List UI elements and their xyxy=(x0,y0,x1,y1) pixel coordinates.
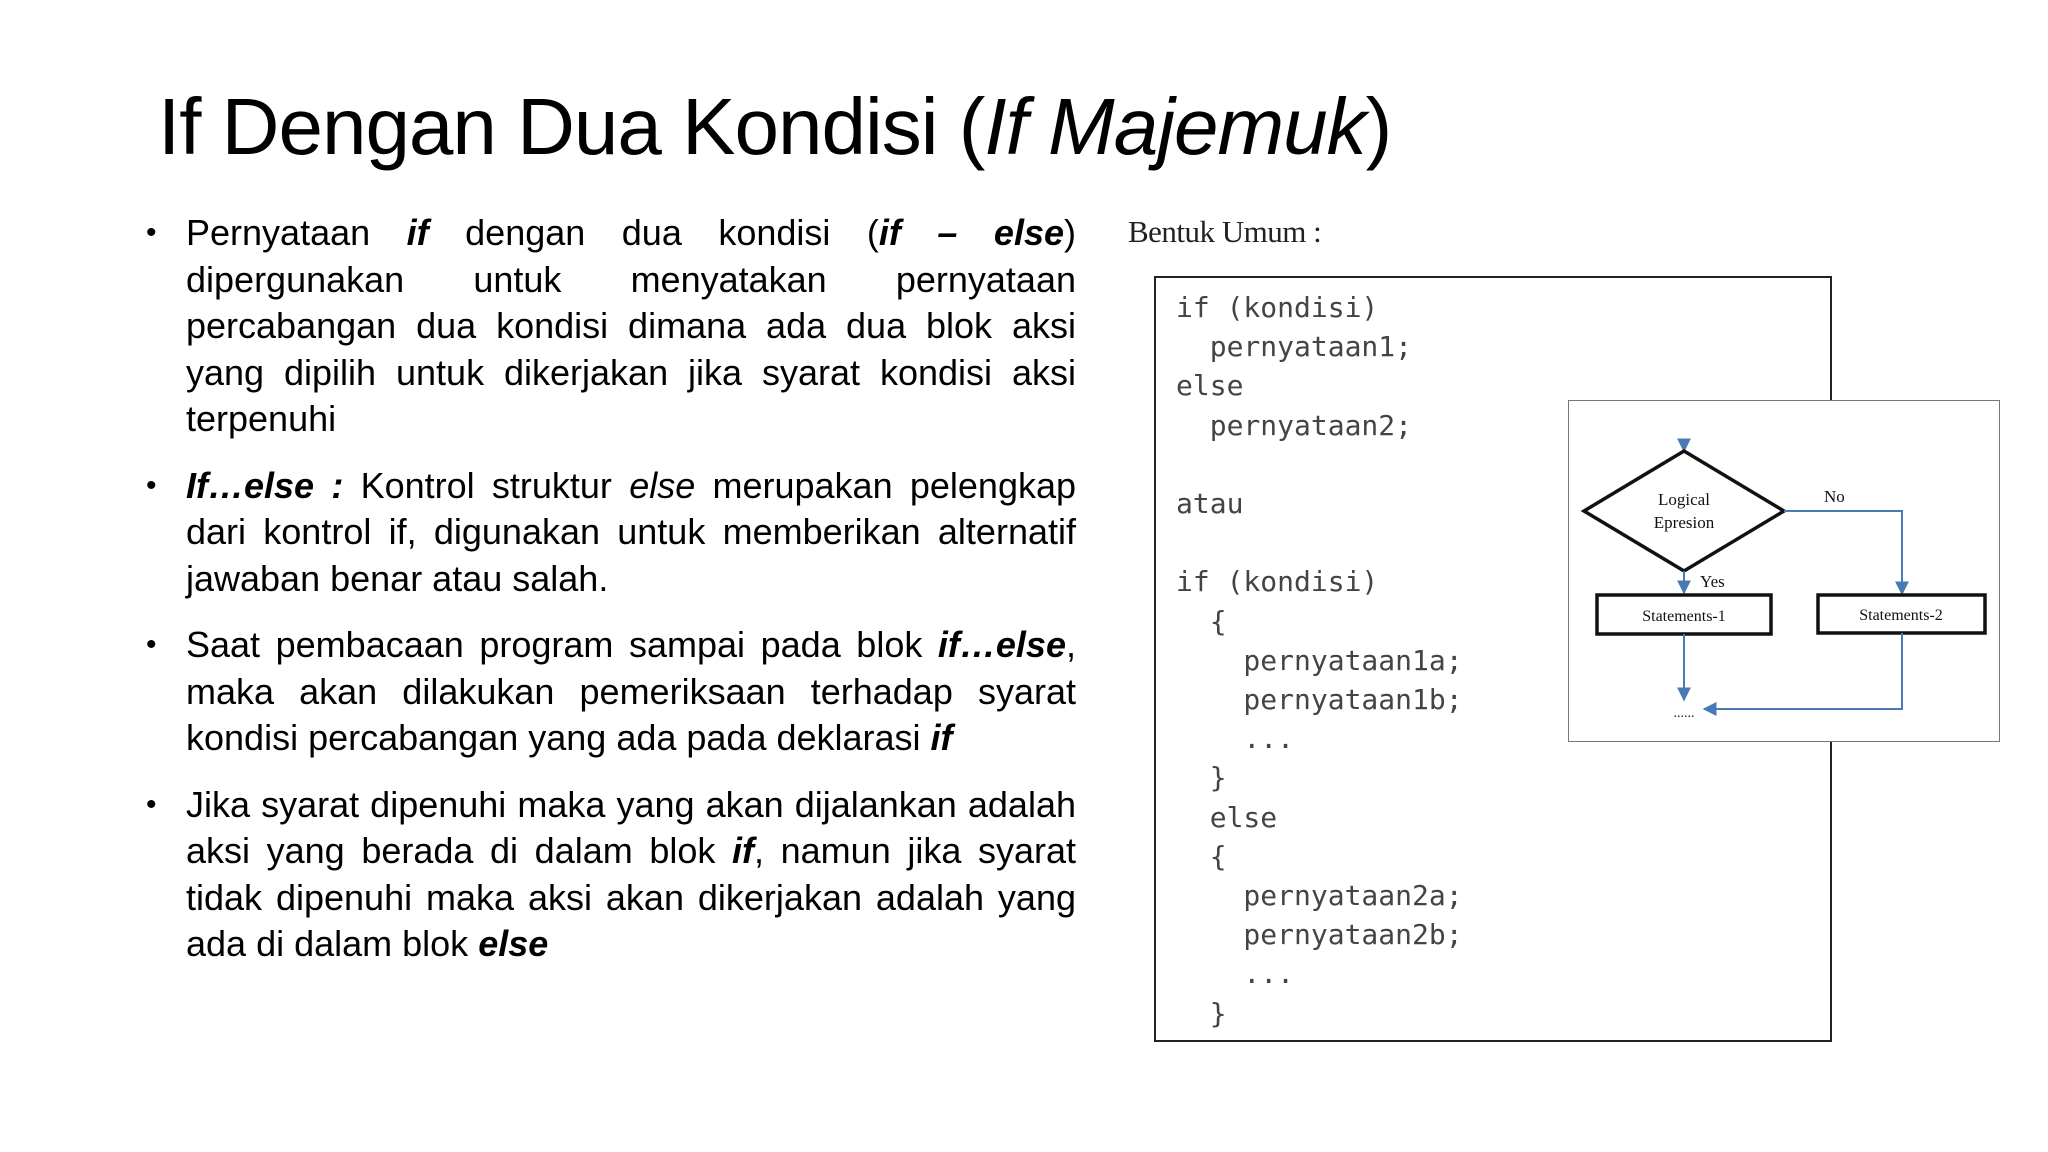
bullet-text: dengan dua kondisi ( xyxy=(428,212,879,253)
bullet-text: Jika syarat dipenuhi maka yang akan dijalankan adalah aksi yang berada di dalam blok xyxy=(186,783,1076,871)
end-label: ...... xyxy=(1673,706,1695,721)
code-line: else xyxy=(1176,369,1244,403)
statement1-label: Statements-1 xyxy=(1642,608,1726,625)
code-line xyxy=(1176,523,1463,562)
bullet-item xyxy=(146,463,1076,603)
bullet-text: if xyxy=(732,830,755,871)
yes-label: Yes xyxy=(1700,572,1725,591)
bullet-text: if xyxy=(930,717,953,758)
code-line: { xyxy=(1176,839,1227,873)
code-line: pernyataan1a; xyxy=(1176,643,1463,677)
code-line: if (kondisi) xyxy=(1176,565,1379,599)
slide-title xyxy=(158,72,1391,182)
flowchart-svg xyxy=(1569,401,2001,743)
bullet-text: if xyxy=(406,212,429,253)
decision-line2: Epresion xyxy=(1653,513,1715,532)
code-line: pernyataan2a; xyxy=(1176,879,1463,913)
bullet-text: Kontrol struktur xyxy=(343,464,630,506)
general-form-label: Bentuk Umum : xyxy=(1128,214,1322,249)
bullet-text: , namun jika syarat tidak dipenuhi maka aksi akan dikerjakan adalah yang ada di dalam blok xyxy=(186,830,1076,964)
bullet-dot: • xyxy=(146,787,157,821)
bullet-text: Pernyataan xyxy=(186,212,407,253)
statement2-label: Statements-2 xyxy=(1859,607,1943,624)
code-line: } xyxy=(1176,761,1227,795)
no-arrow xyxy=(1784,511,1902,594)
no-label: No xyxy=(1824,487,1845,506)
decision-line1: Logical xyxy=(1658,490,1710,509)
bullet-text: else xyxy=(478,923,549,964)
bullet-text: merupakan pelengkap dari kontrol if, digunakan untuk memberikan alternatif jawaban benar atau salah. xyxy=(186,464,1077,599)
flowchart xyxy=(1568,400,2000,742)
title-prefix: If Dengan Dua Kondisi ( xyxy=(158,82,985,171)
bullet-item xyxy=(146,210,1076,443)
code-line: else xyxy=(1176,800,1278,834)
code-line: pernyataan2; xyxy=(1176,408,1413,442)
code-line: ... xyxy=(1176,957,1295,991)
code-line: } xyxy=(1176,996,1227,1030)
bullet-dot: • xyxy=(146,216,157,249)
code-line xyxy=(1176,445,1463,484)
statement2-arrow xyxy=(1704,633,1902,709)
bullet-list xyxy=(146,210,1076,988)
code-line: atau xyxy=(1176,487,1244,520)
title-suffix: ) xyxy=(1365,82,1392,171)
bullet-text: If…else : xyxy=(186,464,344,506)
bullet-text: if – else xyxy=(878,212,1064,253)
bullet-dot: • xyxy=(146,628,157,661)
code-block xyxy=(1176,288,1463,1033)
bullet-text: ) dipergunakan untuk menyatakan pernyataan percabangan dua kondisi dimana ada dua blok aksi yang dipilih untuk dikerjakan jika syarat kondisi aksi terpenuhi xyxy=(186,212,1076,439)
bullet-dot: • xyxy=(146,468,157,502)
title-italic: If Majemuk xyxy=(984,82,1366,171)
bullet-text: else xyxy=(629,464,696,506)
bullet-item xyxy=(146,782,1076,968)
code-line: pernyataan1; xyxy=(1176,330,1413,364)
bullet-text: if…else xyxy=(937,624,1066,665)
code-line: ... xyxy=(1176,722,1295,756)
code-line: pernyataan1b; xyxy=(1176,683,1463,716)
code-line: if (kondisi) xyxy=(1176,291,1379,324)
bullet-text: , maka akan dilakukan pemeriksaan terhadap syarat kondisi percabangan yang ada pada deklarasi xyxy=(186,624,1076,758)
bullet-text: Saat pembacaan program sampai pada blok xyxy=(186,624,938,665)
bullet-item xyxy=(146,622,1076,762)
decision-diamond xyxy=(1584,451,1784,571)
code-line: pernyataan2b; xyxy=(1176,918,1463,952)
code-line: { xyxy=(1176,604,1227,638)
